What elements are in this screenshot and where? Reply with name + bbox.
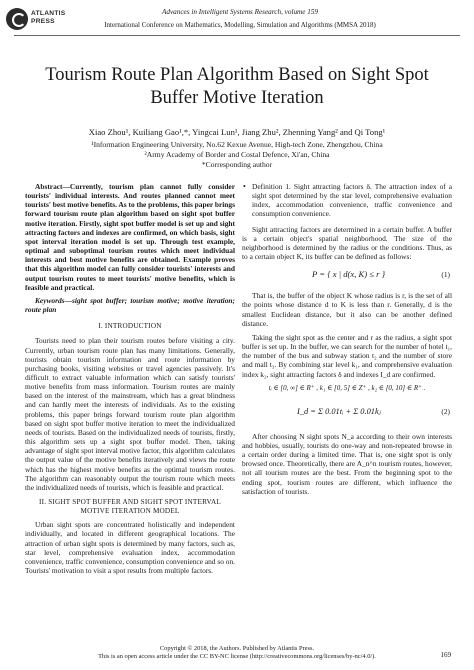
introduction-text: Tourists need to plan their tourism routes before visiting a city. Currently, urban tourism route plan has many limitations. Generally, tourists obtain tourism information and route information by purchasing books, visiting websites or travel agencies passively. It's difficult to extract valuable information which can satisfy tourists' motive benefits from mass information. Tourism routes are mainly based on the interest of the mainstream, which has a great blindness and can hardly meet the interests of individuals. As to the existing problems, this paper brings forward tourism route plan algorithm based on sight spot buffer motive iteration to meet the individualized needs of tourists. Based on the individualized needs of tourists, firstly, this algorithm sets up a sight spot buffer model. Then, taking advantage of sight spot interval motive factor, this algorithm calculates the output value of the motive benefits iteratively and views the route which has the highest motive benefits as the optimal tourism routes. The algorithm can reasonably output the tourism route which meets the individualized needs of tourists, which is feasible and practical. (25, 336, 235, 492)
license-notice: This is an open access article under the CC BY-NC license (http://creativecommons.org/licenses/by-nc/4.0/). (98, 653, 376, 660)
equation-1-number: (1) (441, 270, 450, 280)
corresponding-author: *Corresponding author (201, 160, 273, 169)
buffer-paragraph: Sight attracting factors are determined in a certain buffer. A buffer is a certain object's spatial neighborhood. The size of the neighborhood is determined by the radius or the conditions. Thus, as to a certain object K, its buffer can be defined as follows: (242, 224, 452, 262)
sight-spot-buffer-paragraph: Taking the sight spot as the center and r as the radius, a sight spot buffer is set up. In the buffer, we can search for the number of hotel t₁, the number of the bus and subway station t₂ and the number of store and mall t₃. By combining star level k₁, and comprehensive evaluation index k₂, sight attracting factors δ and indexes I_d are confirmed. (242, 332, 452, 379)
equation-1 (242, 267, 452, 285)
header-divider (14, 35, 460, 36)
tourism-route-paragraph: After choosing N sight spots N_a according to their own interests and hobbies, usually, tourists do one-way and non-repeated browse in a certain order during a limited time. That is, one sight spot is only browsed once. Theoretically, there are A_n^n tourism routes, however, not all tourism routes are the best. From the beginning spot to the ending spot, tourism routes are different, which influence the satisfaction of tourists. (242, 431, 452, 496)
logo-text: ATLANTIS PRESS (31, 10, 66, 25)
equation-2-number: (2) (441, 406, 450, 416)
paper-title: Tourism Route Plan Algorithm Based on Sight Spot Buffer Motive Iteration (45, 65, 429, 108)
conference-name: International Conference on Mathematics, Modelling, Simulation and Algorithms (MMSA 2018) (104, 21, 376, 29)
left-column (25, 182, 235, 575)
equation-2 (242, 398, 452, 428)
equation-conditions: tᵢ ∈ [0, ∞] ∈ R⁺ , k₁ ∈ [0, 5] ∈ Z⁺ , k₂ ∈ [0, 10] ∈ R⁺ . (268, 383, 426, 392)
page-footer (0, 645, 474, 661)
right-column (242, 182, 452, 496)
page-number: 169 (440, 651, 451, 659)
atlantis-logo-icon (6, 8, 28, 30)
author-list: Xiao Zhou¹, Kuiliang Gao¹,*, Yingcai Lun¹, Jiang Zhu², Zhenning Yang² and Qi Tong¹ (88, 127, 386, 137)
section-heading-model: II. SIGHT SPOT BUFFER AND SIGHT SPOT INTERVAL MOTIVE ITERATION MODEL (39, 498, 221, 516)
copyright-notice: Copyright © 2018, the Authors. Published by Atlantis Press. (159, 645, 315, 652)
section-heading-introduction: I. INTRODUCTION (98, 322, 162, 331)
journal-name: Advances in Intelligent Systems Research, volume 159 (161, 8, 318, 16)
abstract: Abstract—Currently, tourism plan cannot fully consider tourists' individual interests. And routes planned cannot meet tourists' best motive benefits. As to the problems, this paper brings forward tourism route plan algorithm based on sight spot buffer motive iteration. Firstly, sight spot buffer model is set up and sight attracting factors and indexes are confirmed, on which basis, sight spot interval iteration model is set up. Through test example, optimal and suboptimal tourism routes which meet individual interests and best motive benefits are obtained. Example proves that this algorithm model can fully consider tourists' interests and output tourism routes to meet tourists' motive benefits, which is feasible and practical. (25, 182, 235, 292)
definition-block (243, 182, 452, 219)
buffer-definition-paragraph: That is, the buffer of the object K whose radius is r, is the set of all the points whose distance d to K is less than r. Generally, d is the smallest Euclidean distance, but it also can be another defined distance. (242, 291, 452, 328)
bullet-icon: • (243, 182, 246, 191)
definition-text: Definition 1. Sight attracting factors δ. The attraction index of a sight spot determined by the star level, comprehensive evaluation index, accommodation convenience, traffic convenience and consumption convenience. (252, 182, 452, 219)
affiliation-2: ²Army Academy of Border and Costal Defence, Xi'an, China (144, 150, 330, 159)
page-header (0, 0, 474, 42)
equation-1-expression: P = { x | d(x, K) ≤ r } (312, 269, 386, 280)
model-text: Urban sight spots are concentrated holistically and independent individually, and located in different geographical locations. The attraction of urban sight spots is determined by many factors, such as, star level, comprehensive evaluation index, accommodation convenience, traffic convenience, consumption convenience and so on. Tourists' motivation to visit a spot results from multiple factors. (25, 520, 236, 576)
keywords: Keywords—sight spot buffer; tourism motive; motive iteration; route plan (25, 295, 235, 315)
equation-2-expression: I_d = Σ 0.01tᵢ + Σ 0.01kⱼ (297, 406, 381, 416)
affiliation-1: ¹Information Engineering University, No.62 Kexue Avenue, High-tech Zone, Zhengzhou, China (91, 140, 383, 149)
